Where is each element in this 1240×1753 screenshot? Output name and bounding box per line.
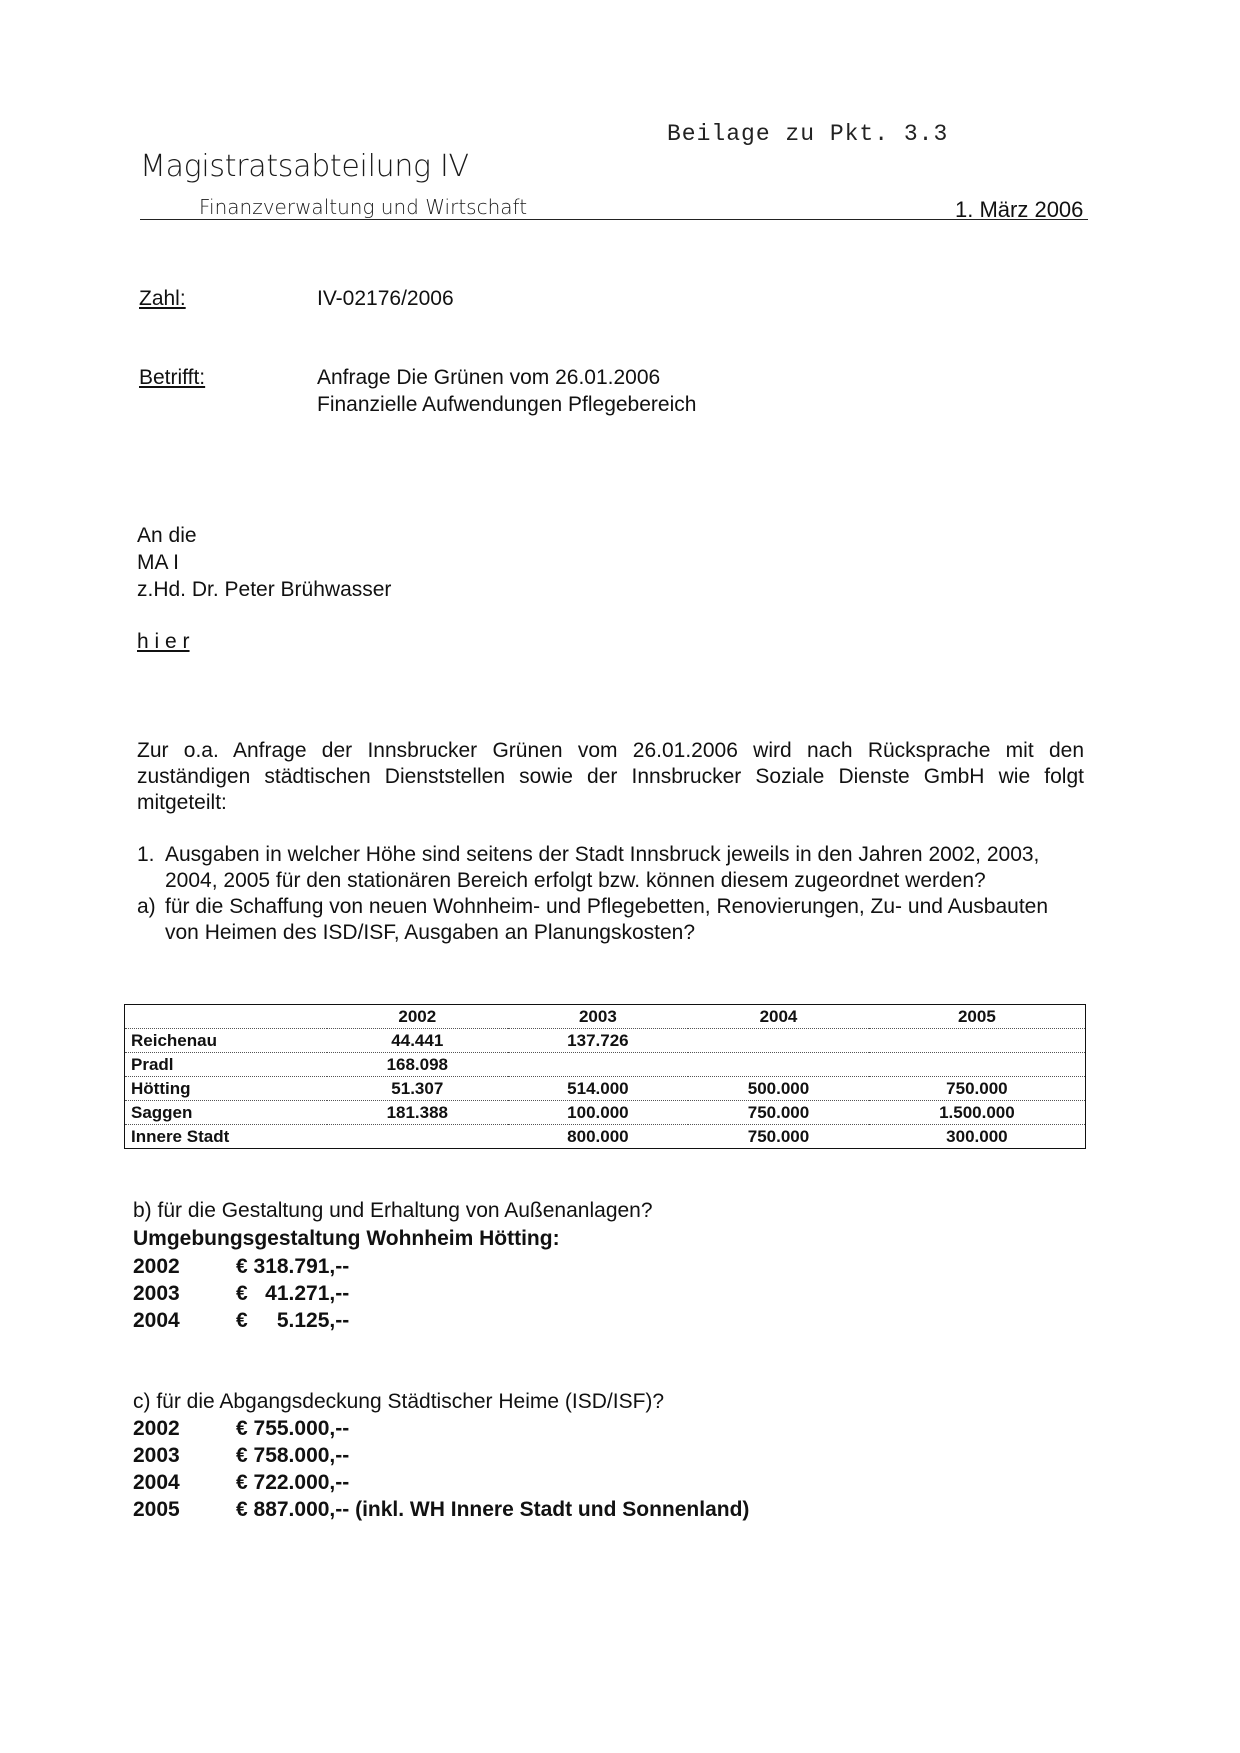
table-cell: 168.098 xyxy=(327,1053,508,1077)
header-divider xyxy=(140,219,1088,220)
table-cell: 51.307 xyxy=(327,1077,508,1101)
table-cell: 181.388 xyxy=(327,1101,508,1125)
table-cell: 514.000 xyxy=(508,1077,689,1101)
hier-label: h i e r xyxy=(137,630,190,653)
table-header-row xyxy=(125,1005,1086,1029)
zahl-value: IV-02176/2006 xyxy=(317,287,454,310)
attachment-stamp: Beilage zu Pkt. 3.3 xyxy=(667,121,949,147)
betrifft-line-1: Anfrage Die Grünen vom 26.01.2006 xyxy=(317,366,661,389)
list-item xyxy=(133,1444,349,1468)
recipient-line-3: z.Hd. Dr. Peter Brühwasser xyxy=(137,578,392,601)
amount: € 722.000,-- xyxy=(236,1471,350,1494)
table-row xyxy=(125,1053,1086,1077)
intro-paragraph: Zur o.a. Anfrage der Innsbrucker Grünen vom 26.01.2006 wird nach Rücksprache mit den zuständigen städtischen Dienststellen sowie der Innsbrucker Soziale Dienste GmbH wie folgt mitgeteilt: xyxy=(137,739,1084,814)
table-cell: 137.726 xyxy=(508,1029,689,1053)
year: 2003 xyxy=(133,1444,180,1467)
expenses-table xyxy=(124,1004,1086,1149)
amount: € 41.271,-- xyxy=(236,1282,350,1305)
question-1a-text: für die Schaffung von neuen Wohnheim- und Pflegebetten, Renovierungen, Zu- und Ausbauten von Heimen des ISD/ISF, Ausgaben an Planungskosten? xyxy=(165,895,1049,944)
table-cell xyxy=(688,1029,869,1053)
year: 2002 xyxy=(133,1255,180,1278)
year: 2003 xyxy=(133,1282,180,1305)
table-cell: 100.000 xyxy=(508,1101,689,1125)
list-item xyxy=(133,1498,749,1522)
table-cell: 500.000 xyxy=(688,1077,869,1101)
table-cell xyxy=(688,1053,869,1077)
year: 2002 xyxy=(133,1417,180,1440)
row-label: Pradl xyxy=(125,1053,328,1077)
table-row xyxy=(125,1125,1086,1149)
table-cell: 300.000 xyxy=(946,1127,1008,1146)
list-item xyxy=(133,1471,349,1495)
table-cell: 750.000 xyxy=(747,1127,810,1146)
row-label: Hötting xyxy=(125,1077,328,1101)
table-cell: 1.500.000 xyxy=(869,1101,1086,1125)
year: 2004 xyxy=(133,1471,180,1494)
list-item xyxy=(133,1417,349,1441)
table-cell xyxy=(327,1125,508,1149)
table-cell: 750.000 xyxy=(688,1101,869,1125)
year: 2004 xyxy=(133,1309,180,1332)
question-b: b) für die Gestaltung und Erhaltung von Außenanlagen? xyxy=(133,1199,653,1222)
row-label: Reichenau xyxy=(125,1029,328,1053)
amount: € 758.000,-- xyxy=(236,1444,350,1467)
row-label: Saggen xyxy=(125,1101,328,1125)
table-header-cell: 2005 xyxy=(869,1005,1086,1029)
question-1 xyxy=(137,842,1087,946)
table-cell xyxy=(869,1029,1086,1053)
question-1a-number: a) xyxy=(137,895,156,918)
year: 2005 xyxy=(133,1498,180,1521)
table-cell xyxy=(869,1053,1086,1077)
zahl-label: Zahl: xyxy=(139,287,186,310)
recipient-line-1: An die xyxy=(137,524,197,547)
amount: € 887.000,-- (inkl. WH Innere Stadt und Sonnenland) xyxy=(236,1498,750,1521)
row-label: Innere Stadt xyxy=(131,1127,230,1146)
recipient-line-2: MA I xyxy=(137,551,180,574)
table-cell: 800.000 xyxy=(567,1127,629,1146)
question-c: c) für die Abgangsdeckung Städtischer Heime (ISD/ISF)? xyxy=(133,1390,665,1413)
table-cell: 750.000 xyxy=(869,1077,1086,1101)
question-1-number: 1. xyxy=(137,843,155,866)
subdepartment-name: Finanzverwaltung und Wirtschaft xyxy=(199,195,528,219)
amount: € 755.000,-- xyxy=(236,1417,350,1440)
table-cell: 44.441 xyxy=(327,1029,508,1053)
list-item xyxy=(133,1255,349,1279)
table-row xyxy=(125,1101,1086,1125)
question-1-text: Ausgaben in welcher Höhe sind seitens der Stadt Innsbruck jeweils in den Jahren 2002, 2003, 2004, 2005 für den stationären Bereich erfolgt bzw. können diesem zugeordnet werden? xyxy=(165,843,1040,892)
betrifft-line-2: Finanzielle Aufwendungen Pflegebereich xyxy=(317,393,697,416)
table-cell xyxy=(508,1053,689,1077)
list-item xyxy=(133,1309,349,1333)
betrifft-label: Betrifft: xyxy=(139,366,206,389)
table-header-cell xyxy=(125,1005,328,1029)
letter-date: 1. März 2006 xyxy=(955,197,1084,222)
amount: € 5.125,-- xyxy=(236,1309,350,1332)
department-name: Magistratsabteilung IV xyxy=(140,149,469,184)
list-item xyxy=(133,1282,349,1306)
table-row xyxy=(125,1029,1086,1053)
table-header-cell: 2002 xyxy=(327,1005,508,1029)
table-row xyxy=(125,1077,1086,1101)
table-header-cell: 2004 xyxy=(688,1005,869,1029)
amount: € 318.791,-- xyxy=(236,1255,350,1278)
table-header-cell: 2003 xyxy=(508,1005,689,1029)
section-b-heading: Umgebungsgestaltung Wohnheim Hötting: xyxy=(133,1227,560,1250)
